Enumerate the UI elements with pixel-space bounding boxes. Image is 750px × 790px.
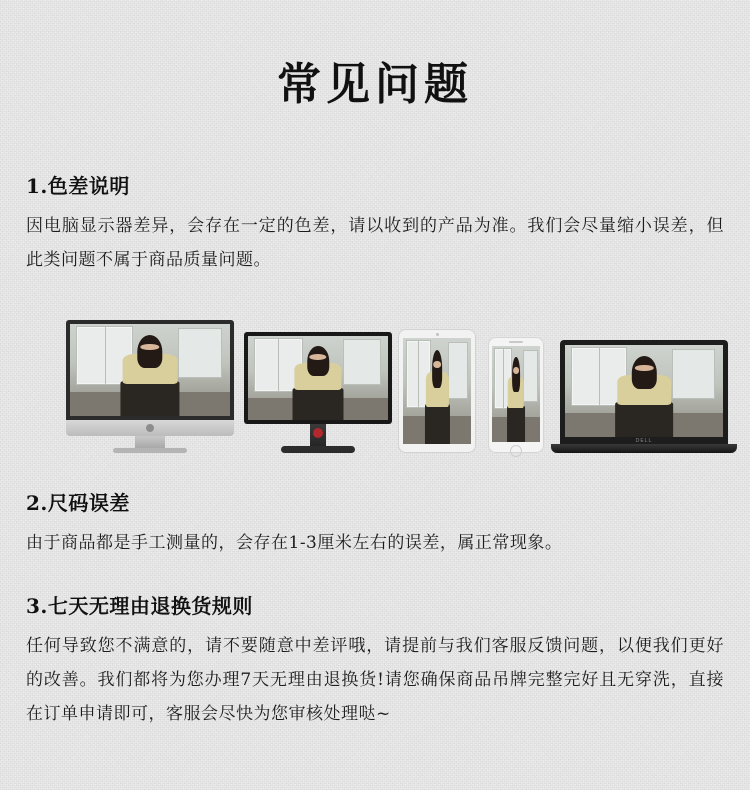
faq-section-size-tolerance bbox=[26, 487, 724, 560]
photo-window-right bbox=[178, 328, 222, 378]
phone-frame bbox=[488, 337, 544, 453]
monitor-power-indicator bbox=[313, 428, 323, 438]
photo-window-right bbox=[672, 349, 715, 399]
product-photo bbox=[492, 346, 540, 442]
laptop-brand-label: DELL bbox=[635, 438, 653, 444]
photo-model-skirt bbox=[292, 388, 343, 420]
imac-chin bbox=[66, 420, 234, 436]
product-photo bbox=[565, 345, 723, 437]
photo-model bbox=[617, 358, 671, 437]
laptop-lid bbox=[560, 340, 728, 444]
imac-base bbox=[113, 448, 187, 453]
device-monitor bbox=[244, 332, 392, 453]
photo-window-right bbox=[448, 342, 468, 399]
product-photo bbox=[70, 324, 230, 416]
photo-model-hair bbox=[307, 346, 329, 376]
device-tablet bbox=[398, 329, 476, 453]
photo-model-hair bbox=[632, 356, 657, 389]
phone-earpiece bbox=[509, 341, 523, 343]
photo-window-right bbox=[343, 339, 381, 385]
monitor-base bbox=[281, 446, 355, 453]
photo-model bbox=[294, 348, 342, 420]
imac-stand bbox=[135, 436, 165, 448]
device-imac bbox=[66, 320, 234, 453]
photo-model-hair bbox=[512, 357, 520, 392]
section-body: 任何导致您不满意的，请不要随意中差评哦，请提前与我们客服反馈问题，以便我们更好的改善。我们都将为您办理7天无理由退换货!请您确保商品吊牌完整完好且无穿洗，直接在订单申请即可，客服会尽快为您审核处理哒~ bbox=[26, 636, 724, 724]
photo-model bbox=[123, 337, 177, 416]
photo-model-hair bbox=[137, 335, 162, 368]
faq-section-color-difference bbox=[26, 170, 724, 277]
photo-model-skirt bbox=[615, 402, 673, 437]
photo-model bbox=[425, 353, 448, 444]
page-title: 常见问题 bbox=[277, 59, 473, 110]
section-heading: 2.尺码误差 bbox=[26, 491, 130, 515]
product-photo bbox=[248, 336, 388, 420]
imac-screen bbox=[66, 320, 234, 420]
faq-section-return-policy bbox=[26, 590, 724, 731]
photo-model-skirt bbox=[121, 381, 180, 416]
phone-home-button bbox=[510, 445, 522, 457]
monitor-screen bbox=[244, 332, 392, 424]
section-heading: 3.七天无理由退换货规则 bbox=[26, 594, 253, 618]
laptop-keyboard-deck bbox=[551, 444, 737, 453]
device-display-row bbox=[26, 303, 724, 453]
device-laptop bbox=[560, 340, 737, 453]
product-photo bbox=[403, 338, 471, 444]
section-heading: 1.色差说明 bbox=[26, 174, 130, 198]
photo-model bbox=[508, 359, 524, 442]
tablet-frame bbox=[398, 329, 476, 453]
tablet-camera bbox=[436, 333, 439, 336]
section-body: 由于商品都是手工测量的，会存在1-3厘米左右的误差，属正常现象。 bbox=[26, 533, 563, 553]
photo-model-skirt bbox=[507, 406, 525, 442]
device-phone bbox=[488, 337, 544, 453]
photo-window-right bbox=[523, 350, 537, 402]
section-body: 因电脑显示器差异，会存在一定的色差，请以收到的产品为准。我们会尽量缩小误差，但此类问题不属于商品质量问题。 bbox=[26, 216, 724, 270]
photo-model-hair bbox=[432, 350, 443, 388]
photo-model-skirt bbox=[425, 404, 450, 444]
